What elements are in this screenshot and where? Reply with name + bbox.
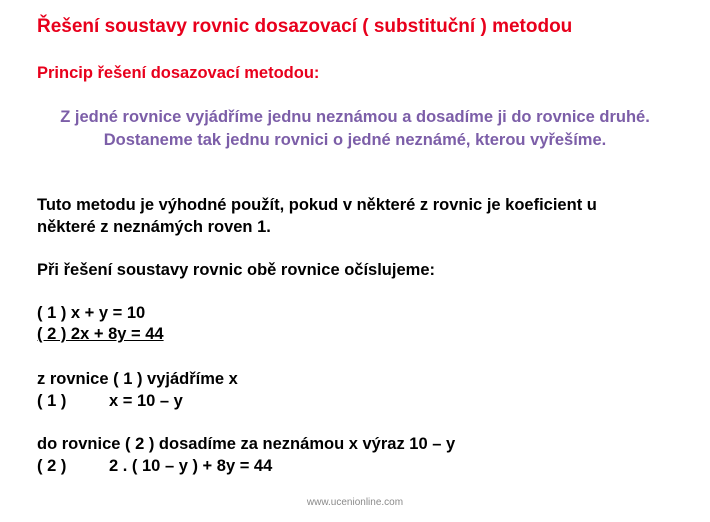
principle-line-2: Dostaneme tak jednu rovnici o jedné neznámé, kterou vyřešíme. (103, 131, 607, 149)
usage-paragraph (37, 194, 597, 238)
usage-line-1: Tuto metodu je výhodné použít, pokud v některé z rovnic je koeficient u (37, 196, 597, 214)
step-1-expression: x = 10 – y (109, 392, 183, 410)
principle-text (0, 106, 710, 152)
step-1-text: z rovnice ( 1 ) vyjádříme x (37, 370, 238, 388)
step-2-text: do rovnice ( 2 ) dosadíme za neznámou x výraz 10 – y (37, 435, 456, 453)
equation-1: ( 1 ) x + y = 10 (37, 304, 146, 322)
step-2-label: ( 2 ) (37, 457, 67, 475)
numbering-paragraph: Při řešení soustavy rovnic obě rovnice očíslujeme: (37, 261, 435, 279)
step-1-label: ( 1 ) (37, 392, 67, 410)
page-title: Řešení soustavy rovnic dosazovací ( substituční ) metodou (37, 16, 573, 37)
step-2-expression: 2 . ( 10 – y ) + 8y = 44 (109, 457, 273, 475)
equation-2: ( 2 ) 2x + 8y = 44 (37, 325, 164, 343)
step-1-row (37, 390, 183, 412)
section-heading: Princip řešení dosazovací metodou: (37, 64, 320, 82)
usage-line-2: některé z neznámých roven 1. (37, 218, 271, 236)
footer-watermark: www.ucenionline.com (306, 497, 404, 508)
step-2-row (37, 455, 272, 477)
principle-line-1: Z jedné rovnice vyjádříme jednu neznámou a dosadíme ji do rovnice druhé. (60, 108, 650, 126)
